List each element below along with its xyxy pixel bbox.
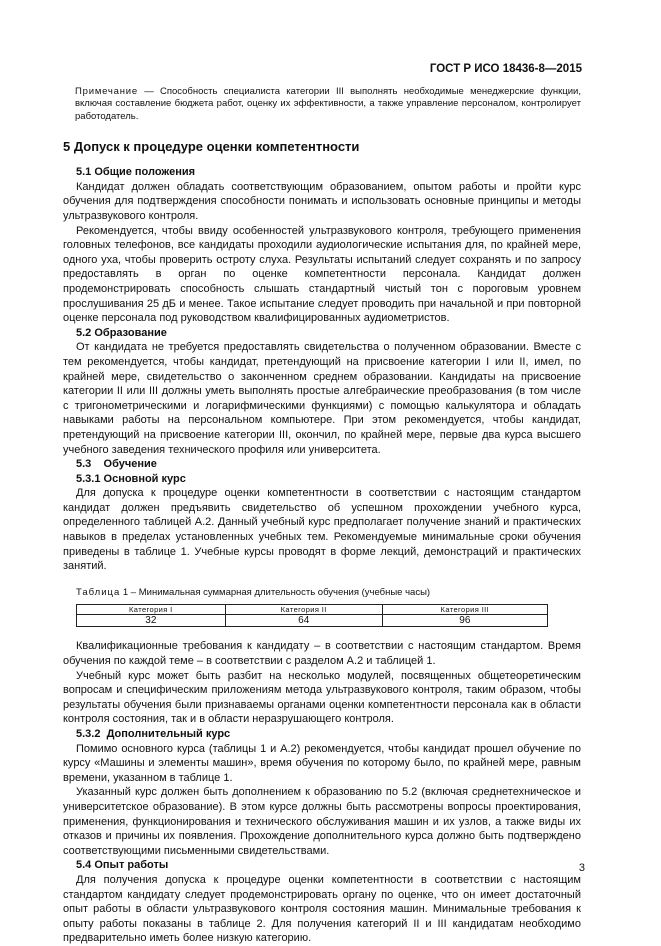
section-5-4-title: 5.4 Опыт работы	[76, 859, 169, 872]
table-header-cell: Категория II	[225, 605, 382, 615]
section-5-3-1-title: 5.3.1 Основной курс	[76, 472, 186, 485]
table-1	[76, 604, 548, 627]
table-caption-text: 1 – Минимальная суммарная длительность обучения (учебные часы)	[120, 586, 431, 598]
note-paragraph	[75, 86, 581, 123]
note-lead: Примечание	[75, 86, 138, 97]
paragraph: От кандидата не требуется предоставлять свидетельства о полученном образовании. Вместе с тем рекомендуется, чтобы кандидат, претендующий на присвоение категории I или II, имел, по крайней мере, свидетельство о законченном среднем образовании. Кандидаты на присвоение категории II или III должны уметь выполнять простые алгебраические преобразования (в том числе с тригонометрическими и логарифмическими функциями) с помощью калькулятора и обладать навыками работы на персональном компьютере. При этом рекомендуется, чтобы кандидат, претендующий на присвоение категории III, окончил, по крайней мере, первые два курса высшего учебного заведения технического профиля или университета.	[63, 341, 581, 456]
paragraph: Учебный курс может быть разбит на несколько модулей, посвященных общетеоретическим вопросам и специфическим приложениям метода ультразвукового контроля, таким образом, чтобы результаты обучения были признаваемы органами оценки компетентности персонала как в области контроля состояния, так и в области неразрушающего контроля.	[63, 669, 581, 726]
table-1-caption	[76, 586, 581, 601]
paragraph: Указанный курс должен быть дополнением к образованию по 5.2 (включая среднетехническое и университетское образование). В этом курсе должны быть рассмотрены вопросы проектирования, применения, функционирования и технического обслуживания машин и их узлов, а также виды их отказов и причины их появления. Прохождение дополнительного курса должно быть подтверждено соответствующими письменными свидетельствами.	[63, 786, 581, 857]
paragraph: Кандидат должен обладать соответствующим образованием, опытом работы и пройти курс обучения для подтверждения способности понимать и использовать основные принципы и методы ультразвукового контроля.	[63, 180, 581, 222]
table-header-cell: Категория I	[77, 605, 226, 615]
paragraph: Рекомендуется, чтобы ввиду особенностей ультразвукового контроля, требующего применения головных телефонов, все кандидаты проходили аудиологические испытания для, по крайней мере, одного уха, чтобы проверить остроту слуха. Результаты испытаний следует сохранять и по запросу предоставлять в орган по оценке компетентности персонала. Кандидат должен продемонстрировать способность слышать стандартный чистый тон с пороговым уровнем прослушивания 25 дБ и менее. Такое испытание следует проводить при начальной и при повторной оценке персонала под руководством квалифицированных аудиометристов.	[63, 224, 581, 325]
page-number: 3	[578, 862, 585, 874]
standard-header: ГОСТ Р ИСО 18436-8—2015	[429, 63, 582, 75]
paragraph: Для получения допуска к процедуре оценки компетентности в соответствии с настоящим стандартом кандидату следует продемонстрировать органу по оценке, что он имеет достаточный опыт работы в области ультразвукового контроля состояния машин. Минимальные требования к опыту работы показаны в таблице 2. Для получения категорий II и III кандидатам необходимо предварительно иметь более низкую категорию.	[63, 873, 581, 945]
paragraph: Для допуска к процедуре оценки компетентности в соответствии с настоящим стандартом кандидат должен предъявить свидетельство об успешном прохождении учебного курса, определенного таблицей А.2. Данный учебный курс предполагает получение знаний и практических навыков в пределах установленных учебных тем. Рекомендуемые минимальные сроки обучения приведены в таблице 1. Учебные курсы проводят в форме лекций, демонстраций и практических занятий.	[63, 487, 581, 573]
table-caption-lead: Таблица	[76, 586, 121, 598]
table-header-row	[77, 605, 548, 615]
paragraph: Помимо основного курса (таблицы 1 и А.2) рекомендуется, чтобы кандидат прошел обучение по курсу «Машины и элементы машин», время обучения по которому было, по крайней мере, равным времени, указанном в таблице 1.	[63, 742, 581, 784]
table-header-cell: Категория III	[382, 605, 547, 615]
note-text: — Способность специалиста категории III выполнять необходимые менеджерские функции, включая составление бюджета работ, оценку их эффективности, а также управление персоналом, контролирует работодатель.	[75, 86, 581, 122]
table-cell: 96	[382, 615, 547, 627]
table-cell: 32	[77, 615, 226, 627]
section-5-3-2-title: 5.3.2 Дополнительный курс	[76, 728, 231, 740]
section-5-3-title: 5.3 Обучение	[76, 458, 157, 471]
section-5-title: 5 Допуск к процедуре оценки компетентности	[63, 139, 360, 155]
section-5-1-title: 5.1 Общие положения	[76, 166, 196, 179]
table-row	[77, 615, 548, 627]
document-body	[63, 86, 581, 946]
table-cell: 64	[225, 615, 382, 627]
section-5-2-title: 5.2 Образование	[76, 326, 167, 339]
paragraph: Квалификационные требования к кандидату – в соответствии с настоящим стандартом. Время обучения по каждой теме – в соответствии с разделом А.2 и таблицей 1.	[63, 640, 581, 668]
